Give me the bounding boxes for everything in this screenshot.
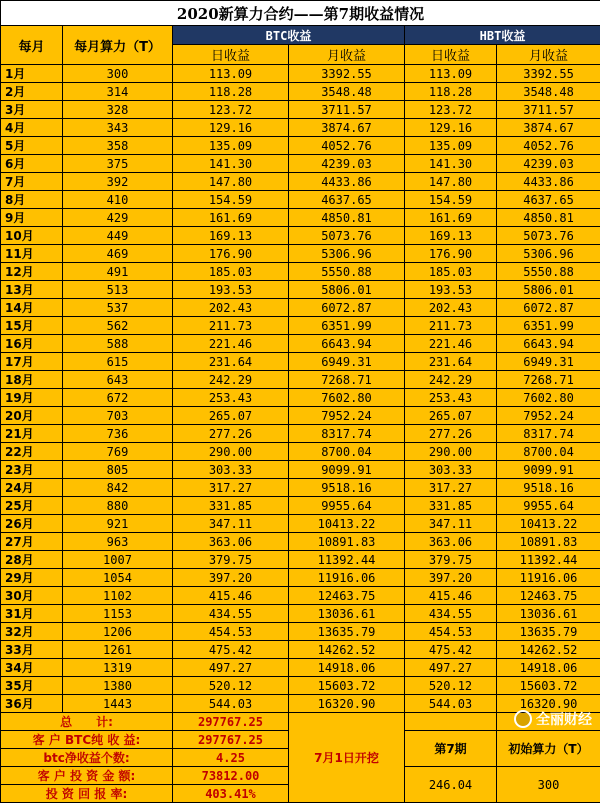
- table-row: [1, 659, 600, 677]
- table-row: [1, 317, 600, 335]
- btc-daily-cell: 176.90: [173, 245, 289, 263]
- btc-daily-cell: 211.73: [173, 317, 289, 335]
- month-cell: 17月: [1, 353, 63, 371]
- btc-daily-cell: 497.27: [173, 659, 289, 677]
- hbt-daily-cell: 347.11: [405, 515, 497, 533]
- btc-monthly-header: 月收益: [289, 45, 405, 65]
- btc-daily-cell: 544.03: [173, 695, 289, 713]
- month-cell: 13月: [1, 281, 63, 299]
- btc-daily-cell: 129.16: [173, 119, 289, 137]
- table-row: [1, 119, 600, 137]
- hashrate-cell: 328: [63, 101, 173, 119]
- hashrate-cell: 469: [63, 245, 173, 263]
- client-btc-net-value: 297767.25: [173, 731, 289, 749]
- hashrate-cell: 1054: [63, 569, 173, 587]
- table-row: [1, 425, 600, 443]
- hbt-monthly-cell: 10891.83: [497, 533, 600, 551]
- hbt-daily-cell: 544.03: [405, 695, 497, 713]
- month-cell: 26月: [1, 515, 63, 533]
- month-cell: 22月: [1, 443, 63, 461]
- month-cell: 5月: [1, 137, 63, 155]
- table-row: [1, 227, 600, 245]
- hbt-daily-cell: 253.43: [405, 389, 497, 407]
- hashrate-cell: 1319: [63, 659, 173, 677]
- hashrate-cell: 1007: [63, 551, 173, 569]
- btc-monthly-cell: 6351.99: [289, 317, 405, 335]
- hbt-daily-cell: 221.46: [405, 335, 497, 353]
- btc-monthly-cell: 10891.83: [289, 533, 405, 551]
- btc-daily-cell: 231.64: [173, 353, 289, 371]
- hbt-monthly-cell: 7602.80: [497, 389, 600, 407]
- hashrate-cell: 375: [63, 155, 173, 173]
- hbt-monthly-cell: 7268.71: [497, 371, 600, 389]
- btc-daily-cell: 277.26: [173, 425, 289, 443]
- btc-monthly-cell: 4850.81: [289, 209, 405, 227]
- month-cell: 15月: [1, 317, 63, 335]
- btc-daily-cell: 113.09: [173, 65, 289, 83]
- hbt-daily-cell: 193.53: [405, 281, 497, 299]
- hbt-monthly-cell: 5073.76: [497, 227, 600, 245]
- btc-daily-cell: 347.11: [173, 515, 289, 533]
- total-label: 总 计:: [1, 713, 173, 731]
- hbt-earnings-header: HBT收益: [405, 26, 600, 45]
- btc-daily-cell: 363.06: [173, 533, 289, 551]
- table-row: [1, 641, 600, 659]
- table-row: [1, 407, 600, 425]
- btc-daily-header: 日收益: [173, 45, 289, 65]
- hbt-monthly-cell: 8700.04: [497, 443, 600, 461]
- hashrate-cell: 343: [63, 119, 173, 137]
- client-investment-value: 73812.00: [173, 767, 289, 785]
- client-investment-label: 客 户 投 资 金 额:: [1, 767, 173, 785]
- initial-hashrate-value: 300: [497, 767, 600, 803]
- table-row: [1, 263, 600, 281]
- btc-daily-cell: 141.30: [173, 155, 289, 173]
- btc-monthly-cell: 11916.06: [289, 569, 405, 587]
- hbt-daily-cell: 415.46: [405, 587, 497, 605]
- hbt-monthly-cell: 10413.22: [497, 515, 600, 533]
- btc-daily-cell: 290.00: [173, 443, 289, 461]
- hbt-monthly-cell: 6949.31: [497, 353, 600, 371]
- btc-monthly-cell: 7602.80: [289, 389, 405, 407]
- table-row: [1, 605, 600, 623]
- month-cell: 14月: [1, 299, 63, 317]
- btc-daily-cell: 303.33: [173, 461, 289, 479]
- hashrate-cell: 672: [63, 389, 173, 407]
- month-cell: 3月: [1, 101, 63, 119]
- hbt-daily-cell: 154.59: [405, 191, 497, 209]
- hbt-monthly-cell: 9099.91: [497, 461, 600, 479]
- btc-daily-cell: 221.46: [173, 335, 289, 353]
- btc-daily-cell: 253.43: [173, 389, 289, 407]
- hbt-daily-cell: 123.72: [405, 101, 497, 119]
- btc-monthly-cell: 8700.04: [289, 443, 405, 461]
- table-row: [1, 83, 600, 101]
- hbt-monthly-cell: 3711.57: [497, 101, 600, 119]
- month-cell: 20月: [1, 407, 63, 425]
- table-row: [1, 371, 600, 389]
- table-row: [1, 173, 600, 191]
- btc-monthly-cell: 10413.22: [289, 515, 405, 533]
- btc-daily-cell: 454.53: [173, 623, 289, 641]
- hbt-daily-cell: 363.06: [405, 533, 497, 551]
- hbt-daily-cell: 454.53: [405, 623, 497, 641]
- btc-monthly-cell: 3874.67: [289, 119, 405, 137]
- total-value: 297767.25: [173, 713, 289, 731]
- hbt-monthly-cell: 4850.81: [497, 209, 600, 227]
- month-cell: 29月: [1, 569, 63, 587]
- month-cell: 28月: [1, 551, 63, 569]
- hbt-monthly-cell: 5550.88: [497, 263, 600, 281]
- month-cell: 2月: [1, 83, 63, 101]
- btc-monthly-cell: 5806.01: [289, 281, 405, 299]
- btc-daily-cell: 265.07: [173, 407, 289, 425]
- month-cell: 31月: [1, 605, 63, 623]
- hashrate-cell: 615: [63, 353, 173, 371]
- btc-monthly-cell: 3711.57: [289, 101, 405, 119]
- btc-count-value: 4.25: [173, 749, 289, 767]
- btc-monthly-cell: 5306.96: [289, 245, 405, 263]
- hbt-monthly-cell: 11392.44: [497, 551, 600, 569]
- btc-monthly-cell: 9099.91: [289, 461, 405, 479]
- btc-monthly-cell: 3548.48: [289, 83, 405, 101]
- month-cell: 1月: [1, 65, 63, 83]
- hbt-monthly-cell: 4433.86: [497, 173, 600, 191]
- hbt-monthly-cell: 12463.75: [497, 587, 600, 605]
- hbt-daily-cell: 161.69: [405, 209, 497, 227]
- hbt-daily-cell: 277.26: [405, 425, 497, 443]
- btc-daily-cell: 242.29: [173, 371, 289, 389]
- btc-monthly-cell: 13036.61: [289, 605, 405, 623]
- period-label: 第7期: [405, 731, 497, 767]
- hbt-monthly-cell: 14918.06: [497, 659, 600, 677]
- month-cell: 18月: [1, 371, 63, 389]
- hbt-monthly-cell: 14262.52: [497, 641, 600, 659]
- hashrate-cell: 300: [63, 65, 173, 83]
- hbt-monthly-cell: 8317.74: [497, 425, 600, 443]
- hashrate-cell: 562: [63, 317, 173, 335]
- hashrate-cell: 410: [63, 191, 173, 209]
- month-cell: 23月: [1, 461, 63, 479]
- btc-monthly-cell: 6072.87: [289, 299, 405, 317]
- hbt-monthly-cell: 16320.90: [497, 695, 600, 713]
- table-row: [1, 533, 600, 551]
- month-cell: 8月: [1, 191, 63, 209]
- hashrate-cell: 1380: [63, 677, 173, 695]
- hbt-daily-cell: 118.28: [405, 83, 497, 101]
- month-cell: 12月: [1, 263, 63, 281]
- roi-label: 投 资 回 报 率:: [1, 785, 173, 803]
- hbt-daily-cell: 434.55: [405, 605, 497, 623]
- month-cell: 16月: [1, 335, 63, 353]
- btc-monthly-cell: 14918.06: [289, 659, 405, 677]
- hbt-monthly-cell: 6643.94: [497, 335, 600, 353]
- hbt-daily-cell: 317.27: [405, 479, 497, 497]
- hbt-monthly-cell: 4239.03: [497, 155, 600, 173]
- table-row: [1, 101, 600, 119]
- hashrate-cell: 805: [63, 461, 173, 479]
- month-cell: 33月: [1, 641, 63, 659]
- table-row: [1, 137, 600, 155]
- btc-monthly-cell: 9518.16: [289, 479, 405, 497]
- btc-monthly-cell: 3392.55: [289, 65, 405, 83]
- table-row: [1, 209, 600, 227]
- month-cell: 36月: [1, 695, 63, 713]
- btc-earnings-header: BTC收益: [173, 26, 405, 45]
- table-row: [1, 191, 600, 209]
- hbt-monthly-cell: 11916.06: [497, 569, 600, 587]
- month-cell: 9月: [1, 209, 63, 227]
- hbt-monthly-cell: 9955.64: [497, 497, 600, 515]
- hashrate-cell: 643: [63, 371, 173, 389]
- hbt-monthly-cell: 4637.65: [497, 191, 600, 209]
- month-cell: 30月: [1, 587, 63, 605]
- hashrate-cell: 736: [63, 425, 173, 443]
- hashrate-cell: 1102: [63, 587, 173, 605]
- hbt-daily-cell: 331.85: [405, 497, 497, 515]
- month-cell: 19月: [1, 389, 63, 407]
- hashrate-cell: 1261: [63, 641, 173, 659]
- hbt-monthly-cell: 7952.24: [497, 407, 600, 425]
- hashrate-cell: 1443: [63, 695, 173, 713]
- hbt-daily-cell: 135.09: [405, 137, 497, 155]
- hbt-daily-cell: 242.29: [405, 371, 497, 389]
- hbt-monthly-cell: 4052.76: [497, 137, 600, 155]
- month-cell: 7月: [1, 173, 63, 191]
- table-row: [1, 65, 600, 83]
- btc-daily-cell: 317.27: [173, 479, 289, 497]
- month-header: 每月: [1, 26, 63, 65]
- btc-monthly-cell: 7952.24: [289, 407, 405, 425]
- btc-daily-cell: 154.59: [173, 191, 289, 209]
- hashrate-cell: 358: [63, 137, 173, 155]
- hbt-daily-cell: 169.13: [405, 227, 497, 245]
- table-row: [1, 551, 600, 569]
- month-cell: 6月: [1, 155, 63, 173]
- hbt-monthly-cell: 9518.16: [497, 479, 600, 497]
- table-row: [1, 623, 600, 641]
- hashrate-cell: 392: [63, 173, 173, 191]
- btc-daily-cell: 475.42: [173, 641, 289, 659]
- btc-daily-cell: 169.13: [173, 227, 289, 245]
- btc-monthly-cell: 6949.31: [289, 353, 405, 371]
- btc-monthly-cell: 5550.88: [289, 263, 405, 281]
- month-cell: 11月: [1, 245, 63, 263]
- month-cell: 24月: [1, 479, 63, 497]
- btc-daily-cell: 379.75: [173, 551, 289, 569]
- hbt-daily-cell: 185.03: [405, 263, 497, 281]
- hashrate-cell: 1206: [63, 623, 173, 641]
- btc-daily-cell: 123.72: [173, 101, 289, 119]
- table-row: [1, 695, 600, 713]
- hbt-daily-cell: 497.27: [405, 659, 497, 677]
- table-row: [1, 569, 600, 587]
- btc-monthly-cell: 5073.76: [289, 227, 405, 245]
- hashrate-cell: 429: [63, 209, 173, 227]
- hashrate-cell: 921: [63, 515, 173, 533]
- table-row: [1, 479, 600, 497]
- hashrate-cell: 449: [63, 227, 173, 245]
- btc-daily-cell: 202.43: [173, 299, 289, 317]
- table-row: [1, 677, 600, 695]
- btc-daily-cell: 147.80: [173, 173, 289, 191]
- sheet-title: 2020新算力合约——第7期收益情况: [1, 1, 600, 26]
- btc-monthly-cell: 15603.72: [289, 677, 405, 695]
- btc-monthly-cell: 4637.65: [289, 191, 405, 209]
- hashrate-cell: 842: [63, 479, 173, 497]
- hbt-daily-cell: 475.42: [405, 641, 497, 659]
- btc-count-label: btc净收益个数:: [1, 749, 173, 767]
- hbt-monthly-cell: 5306.96: [497, 245, 600, 263]
- hbt-daily-cell: 211.73: [405, 317, 497, 335]
- hbt-monthly-cell: 6351.99: [497, 317, 600, 335]
- btc-monthly-cell: 12463.75: [289, 587, 405, 605]
- hbt-monthly-cell: 3392.55: [497, 65, 600, 83]
- btc-monthly-cell: 16320.90: [289, 695, 405, 713]
- btc-daily-cell: 397.20: [173, 569, 289, 587]
- hashrate-cell: 703: [63, 407, 173, 425]
- btc-monthly-cell: 9955.64: [289, 497, 405, 515]
- hbt-daily-cell: 202.43: [405, 299, 497, 317]
- hbt-daily-cell: 290.00: [405, 443, 497, 461]
- month-cell: 34月: [1, 659, 63, 677]
- table-row: [1, 515, 600, 533]
- hbt-daily-cell: 113.09: [405, 65, 497, 83]
- month-cell: 4月: [1, 119, 63, 137]
- btc-daily-cell: 415.46: [173, 587, 289, 605]
- table-row: [1, 353, 600, 371]
- hashrate-cell: 513: [63, 281, 173, 299]
- hbt-daily-cell: 176.90: [405, 245, 497, 263]
- hbt-daily-cell: 231.64: [405, 353, 497, 371]
- btc-daily-cell: 434.55: [173, 605, 289, 623]
- table-row: [1, 245, 600, 263]
- btc-daily-cell: 331.85: [173, 497, 289, 515]
- hbt-daily-cell: 303.33: [405, 461, 497, 479]
- hbt-daily-cell: 147.80: [405, 173, 497, 191]
- hbt-monthly-cell: 5806.01: [497, 281, 600, 299]
- table-row: [1, 461, 600, 479]
- hbt-monthly-cell: 15603.72: [497, 677, 600, 695]
- hashrate-cell: 880: [63, 497, 173, 515]
- blank-cell: [405, 713, 497, 731]
- table-row: [1, 389, 600, 407]
- month-cell: 25月: [1, 497, 63, 515]
- hbt-daily-cell: 397.20: [405, 569, 497, 587]
- btc-monthly-cell: 4433.86: [289, 173, 405, 191]
- hashrate-cell: 491: [63, 263, 173, 281]
- hashrate-cell: 769: [63, 443, 173, 461]
- hashrate-cell: 963: [63, 533, 173, 551]
- btc-monthly-cell: 14262.52: [289, 641, 405, 659]
- btc-monthly-cell: 4052.76: [289, 137, 405, 155]
- btc-monthly-cell: 8317.74: [289, 425, 405, 443]
- hashrate-cell: 537: [63, 299, 173, 317]
- btc-monthly-cell: 4239.03: [289, 155, 405, 173]
- btc-daily-cell: 161.69: [173, 209, 289, 227]
- hbt-daily-header: 日收益: [405, 45, 497, 65]
- table-row: [1, 443, 600, 461]
- btc-monthly-cell: 7268.71: [289, 371, 405, 389]
- roi-value: 403.41%: [173, 785, 289, 803]
- summary-row: [1, 713, 600, 731]
- watermark-logo-icon: [514, 710, 532, 728]
- hbt-daily-cell: 265.07: [405, 407, 497, 425]
- btc-daily-cell: 520.12: [173, 677, 289, 695]
- btc-monthly-cell: 13635.79: [289, 623, 405, 641]
- watermark-text: 全丽财经: [536, 709, 592, 729]
- initial-hashrate-label: 初始算力（T）: [497, 731, 600, 767]
- hbt-monthly-header: 月收益: [497, 45, 600, 65]
- month-cell: 35月: [1, 677, 63, 695]
- hbt-monthly-cell: 3874.67: [497, 119, 600, 137]
- table-row: [1, 497, 600, 515]
- client-btc-net-label: 客 户 BTC纯 收 益:: [1, 731, 173, 749]
- table-row: [1, 299, 600, 317]
- btc-daily-cell: 135.09: [173, 137, 289, 155]
- table-row: [1, 587, 600, 605]
- hbt-daily-cell: 141.30: [405, 155, 497, 173]
- hbt-monthly-cell: 3548.48: [497, 83, 600, 101]
- btc-daily-cell: 193.53: [173, 281, 289, 299]
- table-row: [1, 155, 600, 173]
- hbt-monthly-cell: 13036.61: [497, 605, 600, 623]
- hashrate-cell: 314: [63, 83, 173, 101]
- btc-monthly-cell: 11392.44: [289, 551, 405, 569]
- watermark: [514, 709, 592, 729]
- hbt-daily-cell: 520.12: [405, 677, 497, 695]
- hbt-daily-cell: 379.75: [405, 551, 497, 569]
- start-date-note: 7月1日开挖: [289, 713, 405, 803]
- table-row: [1, 281, 600, 299]
- month-cell: 32月: [1, 623, 63, 641]
- month-cell: 27月: [1, 533, 63, 551]
- hashrate-cell: 1153: [63, 605, 173, 623]
- btc-daily-cell: 118.28: [173, 83, 289, 101]
- btc-daily-cell: 185.03: [173, 263, 289, 281]
- hbt-daily-cell: 129.16: [405, 119, 497, 137]
- hashrate-header: 每月算力（T）: [63, 26, 173, 65]
- hbt-monthly-cell: 13635.79: [497, 623, 600, 641]
- table-row: [1, 335, 600, 353]
- btc-monthly-cell: 6643.94: [289, 335, 405, 353]
- hashrate-cell: 588: [63, 335, 173, 353]
- hbt-monthly-cell: 6072.87: [497, 299, 600, 317]
- month-cell: 21月: [1, 425, 63, 443]
- month-cell: 10月: [1, 227, 63, 245]
- period-value: 246.04: [405, 767, 497, 803]
